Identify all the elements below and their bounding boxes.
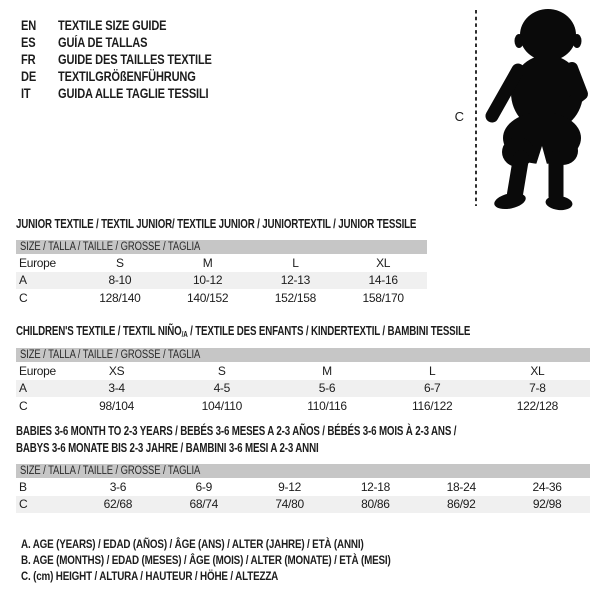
language-label: GUIDE DES TAILLES TEXTILE: [58, 52, 212, 67]
footnotes: [21, 536, 472, 584]
row-label: C: [19, 290, 28, 305]
size-value: 158/170: [362, 290, 404, 305]
table-row: [16, 397, 590, 415]
language-label: TEXTILE SIZE GUIDE: [58, 18, 167, 33]
size-value: 5-6: [318, 381, 336, 396]
language-code: IT: [21, 86, 31, 101]
language-row: [21, 17, 246, 34]
size-value: 6-9: [195, 479, 212, 494]
footnote-a: A. AGE (YEARS) / EDAD (AÑOS) / ÂGE (ANS) / ALTER (JAHRE) / ETÀ (ANNI): [21, 537, 364, 551]
table-row: [16, 380, 590, 398]
size-value: 7-8: [529, 381, 546, 396]
size-value: XS: [108, 363, 125, 378]
section-babies: [16, 423, 590, 513]
language-label: GUIDA ALLE TAGLIE TESSILI: [58, 86, 209, 101]
footnote-c: C. (cm) HEIGHT / ALTURA / HAUTEUR / HÖHE / ALTEZZA: [21, 569, 279, 583]
row-label: A: [19, 273, 27, 288]
language-row: [21, 51, 246, 68]
section-title-babies-line1: BABIES 3-6 MONTH TO 2-3 YEARS / BEBÉS 3-6 MESES A 2-3 AÑOS / BÉBÉS 3-6 MOIS À 2-3 ANS /: [16, 424, 457, 438]
table-row: [16, 289, 427, 307]
size-value: 9-12: [278, 479, 301, 494]
size-value: 10-12: [193, 273, 223, 288]
row-label: A: [19, 381, 27, 396]
language-row: [21, 85, 246, 102]
size-value: 62/68: [103, 497, 133, 512]
size-value: 140/152: [186, 290, 229, 305]
row-label: Europe: [19, 363, 56, 378]
title-subscript: /A: [181, 330, 188, 339]
size-value: XL: [530, 363, 545, 378]
height-label: C: [454, 109, 464, 124]
size-value: L: [292, 255, 299, 270]
baby-silhouette-icon: [492, 9, 583, 212]
size-value: 116/122: [412, 398, 453, 413]
size-value: 104/110: [201, 398, 242, 413]
size-value: 12-18: [360, 479, 391, 494]
language-code: ES: [21, 35, 36, 50]
language-label: GUÍA DE TALLAS: [58, 35, 148, 50]
size-header-bar: SIZE / TALLA / TAILLE / GRÖSSE / TAGLIA: [16, 464, 590, 478]
size-value: 14-16: [368, 273, 398, 288]
size-value: 98/104: [99, 398, 135, 413]
language-row: [21, 34, 246, 51]
size-value: 4-5: [213, 381, 231, 396]
size-value: 152/158: [274, 290, 317, 305]
row-label: C: [19, 497, 28, 512]
size-value: 3-6: [109, 479, 127, 494]
size-value: L: [429, 363, 436, 378]
table-row: [16, 478, 590, 496]
section-title-junior: JUNIOR TEXTILE / TEXTIL JUNIOR/ TEXTILE JUNIOR / JUNIORTEXTIL / JUNIOR TESSILE: [16, 217, 417, 231]
table-row: [16, 254, 427, 272]
size-header-bar: SIZE / TALLA / TAILLE / GRÖSSE / TAGLIA: [16, 240, 427, 254]
row-label: C: [19, 398, 28, 413]
table-row: [16, 272, 427, 290]
row-label: Europe: [19, 255, 56, 270]
size-header-bar: SIZE / TALLA / TAILLE / GRÖSSE / TAGLIA: [16, 348, 590, 362]
section-junior: [16, 217, 427, 307]
junior-size-table: [16, 240, 427, 307]
language-code: FR: [21, 52, 36, 67]
section-children: [16, 324, 590, 415]
size-value: 128/140: [99, 290, 141, 305]
size-value: 18-24: [446, 479, 476, 494]
language-row: [21, 68, 246, 85]
row-label: B: [19, 479, 27, 494]
size-value: 8-10: [108, 273, 132, 288]
section-title-children: CHILDREN'S TEXTILE / TEXTIL $NIÑO_{/A}$ / TEXTILE DES ENFANTS / KINDERTEXTIL / BAMBINI TESSILE: [16, 324, 471, 339]
babies-size-table: [16, 464, 590, 513]
size-value: 80/86: [361, 497, 390, 512]
size-value: XL: [376, 255, 391, 270]
size-value: 3-4: [108, 381, 125, 396]
size-value: 6-7: [423, 381, 441, 396]
language-list: [21, 17, 246, 102]
size-value: 86/92: [446, 497, 476, 512]
size-value: 24-36: [532, 479, 562, 494]
section-title-babies-line2: BABYS 3-6 MONATE BIS 2-3 JAHRE / BAMBINI 3-6 MESI A 2-3 ANNI: [16, 441, 319, 455]
language-code: EN: [21, 18, 37, 33]
size-value: M: [322, 363, 332, 378]
size-value: 92/98: [532, 497, 562, 512]
table-row: [16, 496, 590, 514]
table-row: [16, 362, 590, 380]
size-value: 110/116: [307, 398, 347, 413]
footnote-b: B. AGE (MONTHS) / EDAD (MESES) / ÂGE (MOIS) / ALTER (MONATE) / ETÀ (MESI): [21, 553, 391, 567]
children-size-table: [16, 348, 590, 415]
language-code: DE: [21, 69, 37, 84]
size-value: M: [202, 255, 213, 270]
size-value: S: [116, 255, 124, 270]
size-value: 122/128: [516, 398, 559, 413]
language-label: TEXTILGRÖßENFÜHRUNG: [58, 69, 196, 84]
baby-height-figure: [440, 0, 600, 215]
size-value: 12-13: [280, 273, 310, 288]
size-value: 68/74: [189, 497, 218, 512]
size-value: S: [217, 363, 226, 378]
size-value: 74/80: [275, 497, 304, 512]
